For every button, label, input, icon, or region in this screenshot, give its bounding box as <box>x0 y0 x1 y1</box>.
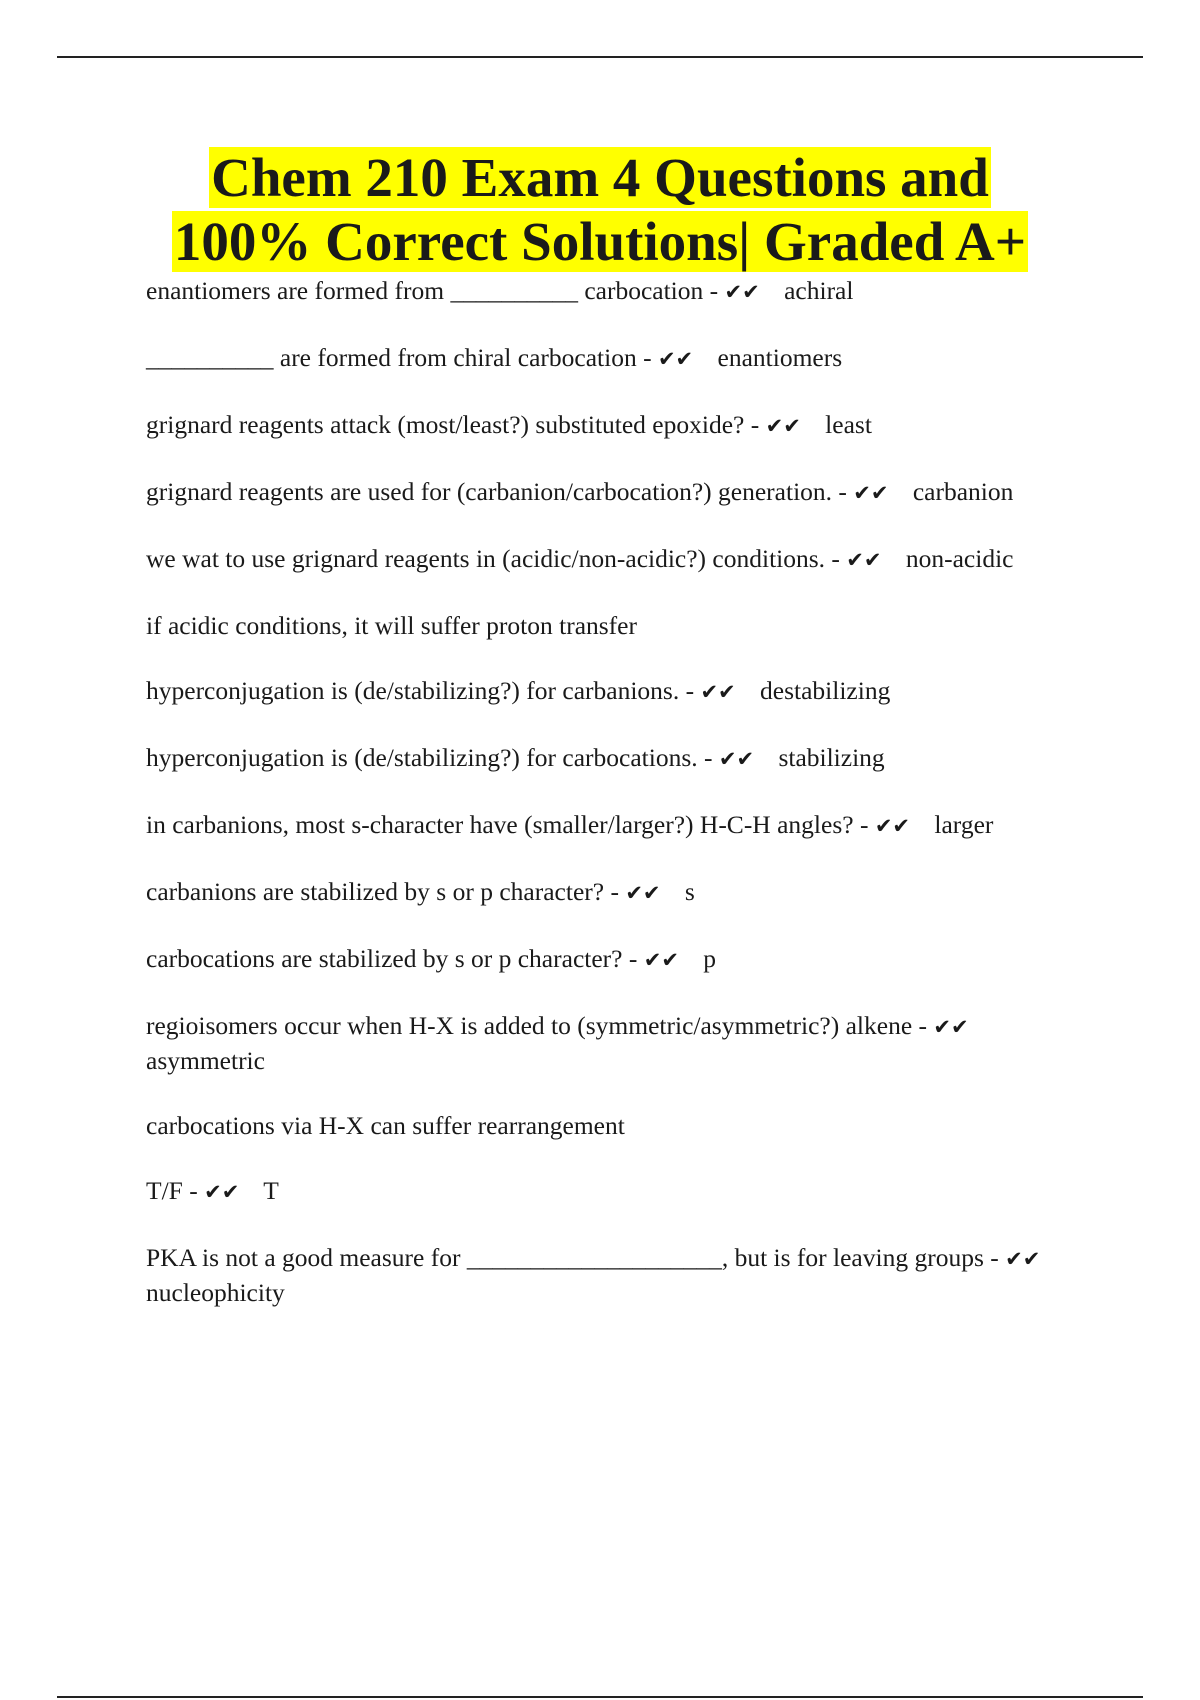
qa-item <box>146 808 1086 843</box>
title-line-2: 100% Correct Solutions| Graded A+ <box>173 211 1027 272</box>
qa-item <box>146 1174 1086 1209</box>
checkmark-icon: ✔✔ <box>933 1015 969 1039</box>
qa-item <box>146 942 1086 977</box>
qa-item <box>146 274 1086 309</box>
qa-item <box>146 1109 1086 1142</box>
question-text: grignard reagents are used for (carbanion/carbocation?) generation. - <box>146 477 847 506</box>
question-text: __________ are formed from chiral carbocation - <box>146 343 652 372</box>
question-text: in carbanions, most s-character have (smaller/larger?) H-C-H angles? - <box>146 810 869 839</box>
checkmark-icon: ✔✔ <box>853 481 889 505</box>
qa-item <box>146 542 1086 577</box>
question-text: enantiomers are formed from __________ carbocation - <box>146 276 719 305</box>
top-rule <box>57 56 1143 58</box>
qa-item <box>146 341 1086 376</box>
question-text: hyperconjugation is (de/stabilizing?) for carbanions. - <box>146 676 695 705</box>
answer-text: non-acidic <box>905 544 1014 573</box>
qa-item <box>146 741 1086 776</box>
question-text: T/F - <box>146 1176 198 1205</box>
question-text: we wat to use grignard reagents in (acidic/non-acidic?) conditions. - <box>146 544 840 573</box>
checkmark-icon: ✔✔ <box>700 680 736 704</box>
qa-item <box>146 408 1086 443</box>
qa-item <box>146 475 1086 510</box>
question-list <box>146 274 1086 1341</box>
question-text: carbocations are stabilized by s or p character? - <box>146 944 638 973</box>
title-line-1: Chem 210 Exam 4 Questions and <box>211 147 989 208</box>
answer-text: achiral <box>784 276 854 305</box>
checkmark-icon: ✔✔ <box>1005 1247 1041 1271</box>
answer-text: nucleophicity <box>146 1278 285 1307</box>
answer-text: s <box>684 877 695 906</box>
checkmark-icon: ✔✔ <box>724 280 760 304</box>
qa-item <box>146 674 1086 709</box>
answer-text: enantiomers <box>717 343 843 372</box>
answer-text: stabilizing <box>778 743 885 772</box>
checkmark-icon: ✔✔ <box>643 948 679 972</box>
qa-item <box>146 609 1086 642</box>
question-text: regioisomers occur when H-X is added to (symmetric/asymmetric?) alkene - <box>146 1011 928 1040</box>
answer-text: destabilizing <box>760 676 891 705</box>
checkmark-icon: ✔✔ <box>625 881 661 905</box>
qa-item <box>146 875 1086 910</box>
answer-text: p <box>703 944 717 973</box>
answer-text: carbanion <box>912 477 1014 506</box>
question-text: grignard reagents attack (most/least?) substituted epoxide? - <box>146 410 760 439</box>
question-text: PKA is not a good measure for ____________________, but is for leaving groups - <box>146 1243 999 1272</box>
answer-text: asymmetric <box>146 1046 265 1075</box>
checkmark-icon: ✔✔ <box>765 414 801 438</box>
checkmark-icon: ✔✔ <box>718 747 755 771</box>
statement-text: carbocations via H-X can suffer rearrangement <box>146 1111 625 1140</box>
checkmark-icon: ✔✔ <box>874 814 911 838</box>
question-text: hyperconjugation is (de/stabilizing?) for carbocations. - <box>146 743 713 772</box>
checkmark-icon: ✔✔ <box>846 548 882 572</box>
checkmark-icon: ✔✔ <box>204 1180 240 1204</box>
question-text: carbanions are stabilized by s or p character? - <box>146 877 619 906</box>
qa-item <box>146 1009 1086 1077</box>
answer-text: least <box>825 410 872 439</box>
answer-text: T <box>263 1176 279 1205</box>
document-title <box>0 146 1200 274</box>
statement-text: if acidic conditions, it will suffer proton transfer <box>146 611 637 640</box>
answer-text: larger <box>934 810 994 839</box>
qa-item <box>146 1241 1086 1309</box>
bottom-rule <box>57 1696 1143 1698</box>
checkmark-icon: ✔✔ <box>657 347 694 371</box>
